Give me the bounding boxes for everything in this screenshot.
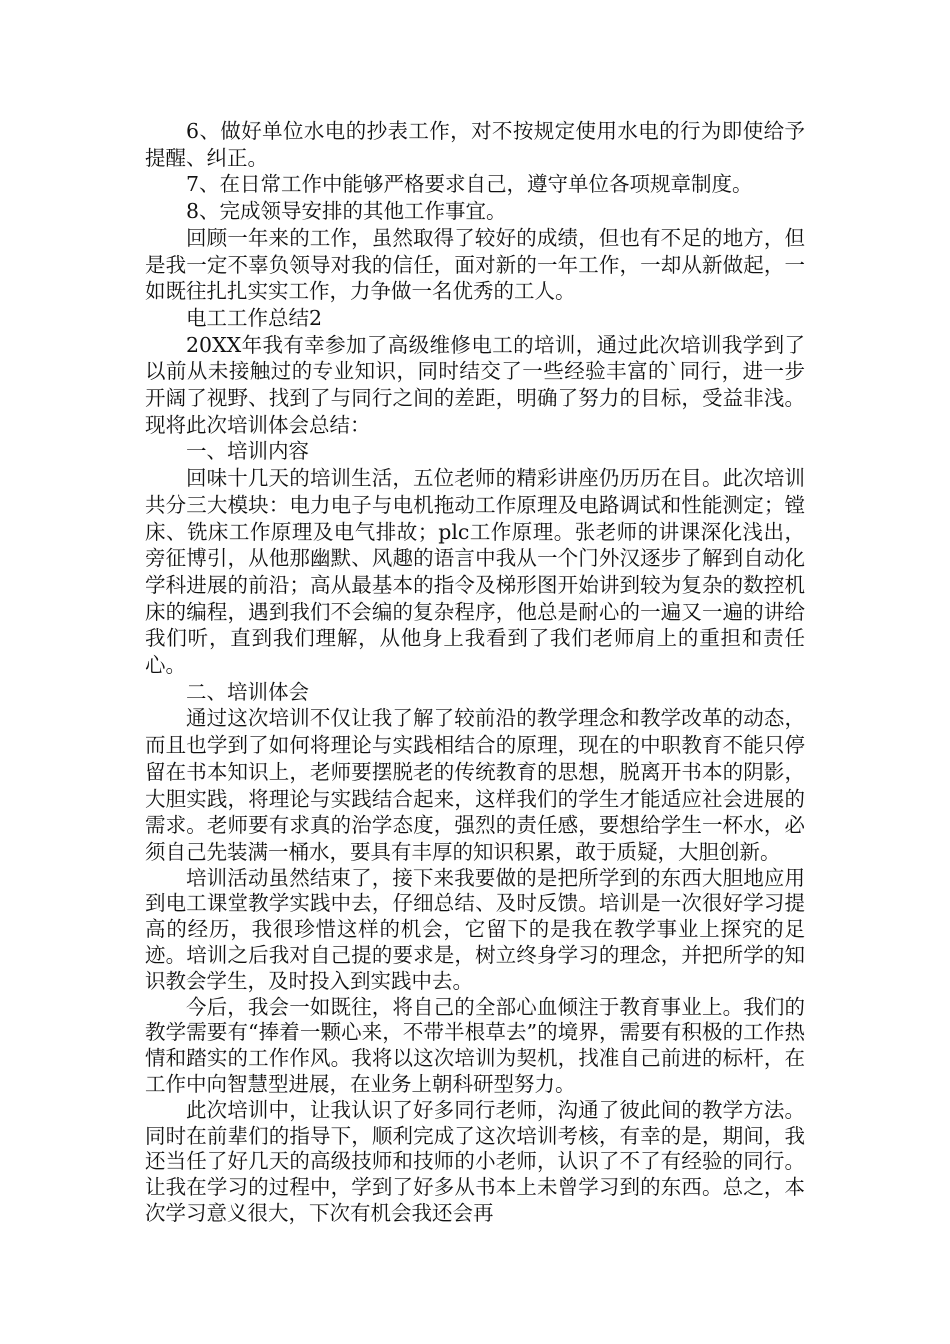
paragraph-experience-1: 通过这次培训不仅让我了解了较前沿的教学理念和教学改革的动态，而且也学到了如何将理论与实践相结合的原理，现在的中职教育不能只停留在书本知识上，老师要摆脱老的传统教育的思想，脱离开书本的阴影，大胆实践，将理论与实践结合起来，这样我们的学生才能适应社会进展的需求。老师要有求真的治学态度，强烈的责任感，要想给学生一杯水，必须自己先装满一桶水，要具有丰厚的知识积累，敢于质疑，大胆创新。: [145, 706, 805, 864]
paragraph-experience-4: 此次培训中，让我认识了好多同行老师，沟通了彼此间的教学方法。同时在前辈们的指导下，顺利完成了这次培训考核，有幸的是，期间，我还当任了好几天的高级技师和技师的小老师，认识了不了有经验的同行。让我在学习的过程中，学到了好多从书本上未曾学习到的东西。总之，本次学习意义很大，下次有机会我还会再: [145, 1097, 805, 1226]
document-page: [145, 118, 805, 1227]
paragraph-item-7: 7、在日常工作中能够严格要求自己，遵守单位各项规章制度。: [186, 172, 753, 197]
paragraph-item-6: 6、做好单位水电的抄表工作，对不按规定使用水电的行为即使给予提醒、纠正。: [145, 119, 805, 170]
heading-training-experience: 二、培训体会: [186, 679, 309, 704]
paragraph-experience-2: 培训活动虽然结束了，接下来我要做的是把所学到的东西大胆地应用到电工课堂教学实践中去，仔细总结、及时反馈。培训是一次很好学习提高的经历，我很珍惜这样的机会，它留下的是我在教学事业上探究的足迹。培训之后我对自己提的要求是，树立终身学习的理念，并把所学的知识教会学生，及时投入到实践中去。: [145, 865, 805, 993]
paragraph-experience-3: 今后，我会一如既往，将自己的全部心血倾注于教育事业上。我们的教学需要有“捧着一颗心来，不带半根草去”的境界，需要有积极的工作热情和踏实的工作作风。我将以这次培训为契机，找准自己前进的标杆，在工作中向智慧型进展，在业务上朝科研型努力。: [145, 994, 805, 1097]
heading-training-content: 一、培训内容: [186, 439, 309, 464]
paragraph-review: 回顾一年来的工作，虽然取得了较好的成绩，但也有不足的地方，但是我一定不辜负领导对我的信任，面对新的一年工作，一却从新做起，一如既往扎扎实实工作，力争做一名优秀的工人。: [145, 225, 805, 304]
section-title: 电工工作总结2: [186, 305, 323, 330]
paragraph-item-8: 8、完成领导安排的其他工作事宜。: [186, 199, 507, 224]
paragraph-training-content: 回味十几天的培训生活，五位老师的精彩讲座仍历历在目。此次培训共分三大模块：电力电子与电机拖动工作原理及电路调试和性能测定；镗床、铣床工作原理及电气排故；plc工作原理。张老师的讲课深化浅出，旁征博引，从他那幽默、风趣的语言中我从一个门外汉逐步了解到自动化学科进展的前沿；高从最基本的指令及梯形图开始讲到较为复杂的数控机床的编程，遇到我们不会编的复杂程序，他总是耐心的一遍又一遍的讲给我们听，直到我们理解，从他身上我看到了我们老师肩上的重担和责任心。: [145, 466, 805, 678]
paragraph-intro: 20XX年我有幸参加了高级维修电工的培训，通过此次培训我学到了以前从未接触过的专业知识，同时结交了一些经验丰富的`同行，进一步开阔了视野、找到了与同行之间的差距，明确了努力的目标，受益非浅。现将此次培训体会总结：: [145, 332, 805, 437]
